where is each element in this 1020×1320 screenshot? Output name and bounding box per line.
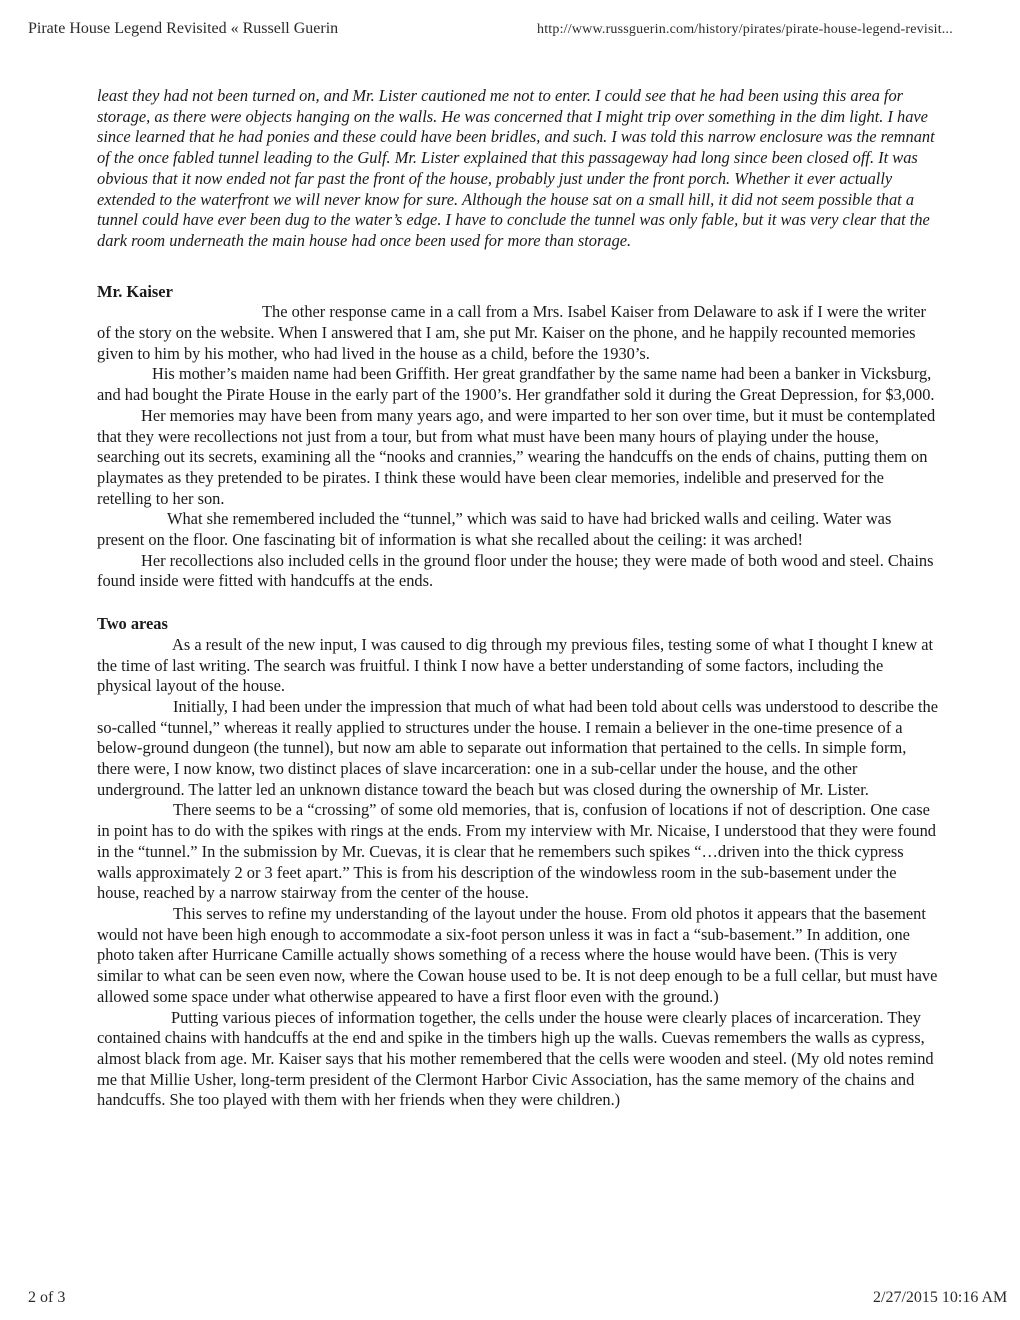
print-header-url: http://www.russguerin.com/history/pirates/pirate-house-legend-revisit... [537,22,953,37]
print-header-title: Pirate House Legend Revisited « Russell Guerin [28,20,339,37]
page-number: 2 of 3 [28,1289,66,1306]
print-timestamp: 2/27/2015 10:16 AM [873,1289,1008,1306]
section-title-mr-kaiser: Mr. Kaiser [97,281,173,301]
paragraph: This serves to refine my understanding of the layout under the house. From old photos it appears that the basement would not have been high enough to accommodate a six-foot person unless it was in fact a “sub-basement.” In addition, one photo taken after Hurricane Camille actually shows something of a recess where the house would have been. (This is very similar to what can be seen even now, where the Cowan house used to be. It is not deep enough to be a full cellar, but must have allowed some space under what otherwise appeared to have a first floor even with the ground.) [97,903,938,1006]
paragraph: As a result of the new input, I was caused to dig through my previous files, testing some of what I thought I knew at the time of last writing. The search was fruitful. I think I now have a better understanding of some factors, including the physical layout of the house. [97,634,934,696]
paragraph: Initially, I had been under the impression that much of what had been told about cells was understood to describe the so-called “tunnel,” whereas it really applied to structures under the house. I remain a believer in the one-time presence of a below-ground dungeon (the tunnel), but now am able to separate out information that pertained to the cells. In simple form, there were, I now know, two distinct places of slave incarceration: one in a sub-cellar under the house, and the other underground. The latter led an unknown distance toward the beach but was closed during the ownership of Mr. Lister. [97,696,938,799]
paragraph: What she remembered included the “tunnel,” which was said to have had bricked walls and ceiling. Water was present on the floor. One fascinating bit of information is what she recalled about the ceiling: it was arched! [97,509,892,550]
section-title-two-areas: Two areas [97,614,168,634]
paragraph: The other response came in a call from a Mrs. Isabel Kaiser from Delaware to ask if I were the writer of the story on the website. When I answered that I am, she put Mr. Kaiser on the phone, and he happily recounted memories given to him by his mother, who had lived in the house as a child, before the 1930’s. [97,302,926,363]
paragraph: Her recollections also included cells in the ground floor under the house; they were made of both wood and steel. Chains found inside were fitted with handcuffs at the ends. [97,550,934,591]
article-body [97,86,939,1111]
paragraph: Her memories may have been from many years ago, and were imparted to her son over time, but it must be contemplated that they were recollections not just from a tour, but from what must have been many hours of playing under the house, searching out its secrets, examining all the “nooks and crannies,” wearing the handcuffs on the ends of chains, putting them on playmates as they pretended to be pirates. I think these would have been clear memories, indelible and preserved for the retelling to her son. [97,405,936,508]
paragraph: His mother’s maiden name had been Griffith. Her great grandfather by the same name had been a banker in Vicksburg, and had bought the Pirate House in the early part of the 1900’s. Her grandfather sold it during the Great Depression, for $3,000. [97,364,935,405]
intro-paragraph: least they had not been turned on, and Mr. Lister cautioned me not to enter. I could see that he had been using this area for storage, as there were objects hanging on the walls. He was concerned that I might trip over something in the dim light. I have since learned that he had ponies and these could have been bridles, and such. I was told this narrow enclosure was the remnant of the once fabled tunnel leading to the Gulf. Mr. Lister explained that this passageway had long since been closed off. It was obvious that it now ended not far past the front of the house, probably just under the front porch. Whether it ever actually extended to the waterfront we will never know for sure. Although the house sat on a small hill, it did not seem possible that a tunnel could have ever been dug to the water’s edge. I have to conclude the tunnel was only fable, but it was very clear that the dark room underneath the main house had once been used for more than storage. [97,86,935,250]
paragraph: Putting various pieces of information together, the cells under the house were clearly places of incarceration. They contained chains with handcuffs at the end and spike in the timbers high up the walls. Cuevas remembers the walls as cypress, almost black from age. Mr. Kaiser says that his mother remembered that the cells were wooden and steel. (My old notes remind me that Millie Usher, long-term president of the Clermont Harbor Civic Association, has the same memory of the chains and handcuffs. She too played with them with her friends when they were children.) [97,1007,934,1110]
paragraph: There seems to be a “crossing” of some old memories, that is, confusion of locations if not of description. One case in point has to do with the spikes with rings at the ends. From my interview with Mr. Nicaise, I understood that they were found in the “tunnel.” In the submission by Mr. Cuevas, it is clear that he remembers such spikes “…driven into the thick cypress walls approximately 2 or 3 feet apart.” This is from his description of the windowless room in the sub-basement under the house, reached by a narrow stairway from the center of the house. [97,800,936,903]
